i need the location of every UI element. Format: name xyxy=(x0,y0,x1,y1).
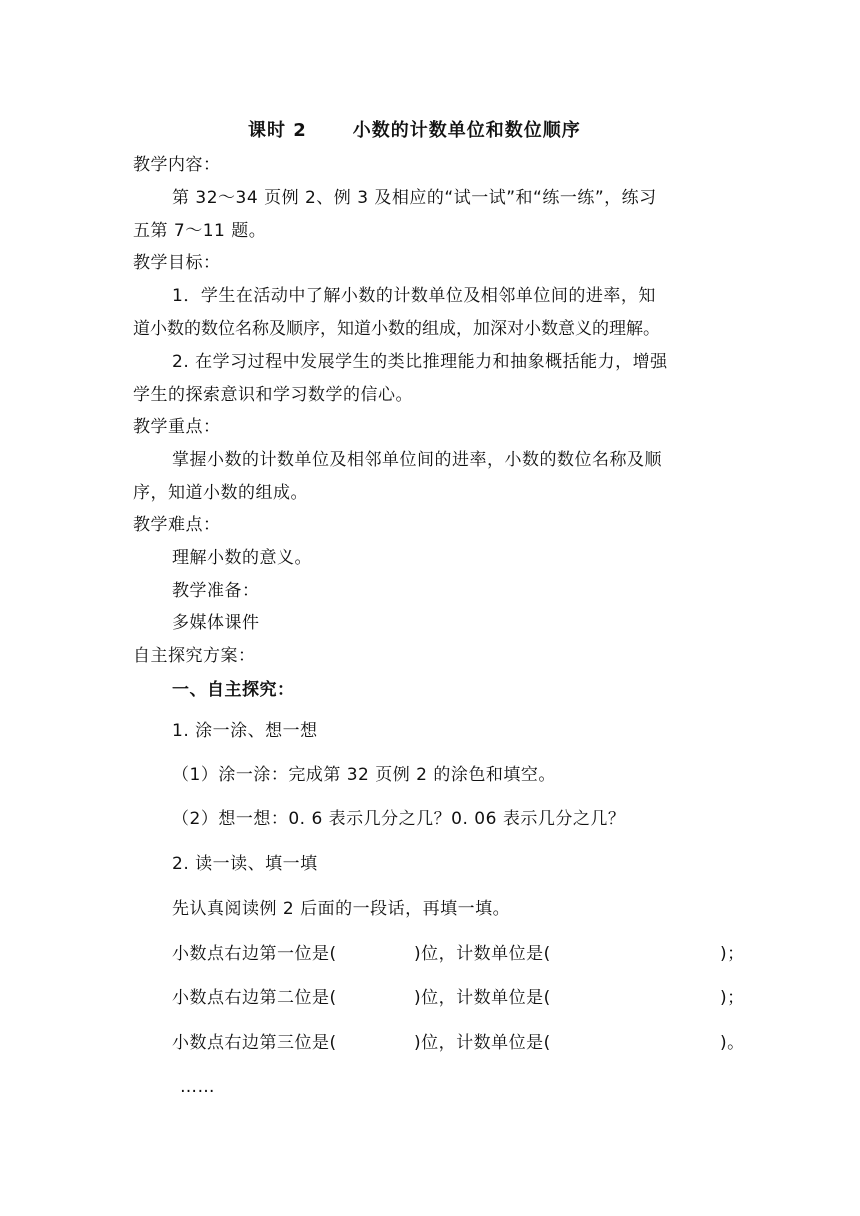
content-line-1: 第 32～34 页例 2、例 3 及相应的“试一试”和“练一练”，练习 xyxy=(172,188,657,208)
lesson-number: 课时 2 xyxy=(248,120,307,141)
content-heading: 教学内容： xyxy=(133,155,221,175)
fill-row-3-middle: )位，计数单位是( xyxy=(414,1033,551,1053)
lesson-name: 小数的计数单位和数位顺序 xyxy=(352,120,581,141)
key-points-line-2: 序，知道小数的组成。 xyxy=(133,483,308,503)
fill-row-2-middle: )位，计数单位是( xyxy=(414,988,551,1008)
difficulties-heading: 教学难点： xyxy=(133,515,221,535)
fill-row-3-suffix: )。 xyxy=(720,1033,745,1053)
page-title xyxy=(248,119,581,143)
step-1-part-a: （1）涂一涂：完成第 32 页例 2 的涂色和填空。 xyxy=(172,765,556,785)
ellipsis: …… xyxy=(180,1077,215,1097)
key-points-heading: 教学重点： xyxy=(133,417,221,437)
step-2-title: 2. 读一读、填一填 xyxy=(172,854,318,874)
objective-1-line-1: 1．学生在活动中了解小数的计数单位及相邻单位间的进率，知 xyxy=(172,286,656,306)
objectives-heading: 教学目标： xyxy=(133,253,221,273)
fill-row-2-prefix: 小数点右边第二位是( xyxy=(172,988,337,1008)
fill-row-2-suffix: )； xyxy=(720,988,745,1008)
objective-2-line-1: 2. 在学习过程中发展学生的类比推理能力和抽象概括能力，增强 xyxy=(172,352,668,372)
step-2-intro: 先认真阅读例 2 后面的一段话，再填一填。 xyxy=(172,899,511,919)
preparation-heading: 教学准备： xyxy=(172,581,260,601)
section-1-heading: 一、自主探究： xyxy=(172,680,295,700)
fill-row-3-prefix: 小数点右边第三位是( xyxy=(172,1033,337,1053)
fill-row-1-middle: )位，计数单位是( xyxy=(414,944,551,964)
objective-2-line-2: 学生的探索意识和学习数学的信心。 xyxy=(133,385,413,405)
fill-row-1-suffix: )； xyxy=(720,944,745,964)
step-1-title: 1. 涂一涂、想一想 xyxy=(172,721,318,741)
step-1-part-b: （2）想一想：0. 6 表示几分之几？0. 06 表示几分之几？ xyxy=(172,809,626,829)
fill-row-1-prefix: 小数点右边第一位是( xyxy=(172,944,337,964)
key-points-line-1: 掌握小数的计数单位及相邻单位间的进率，小数的数位名称及顺 xyxy=(172,450,662,470)
content-line-2: 五第 7～11 题。 xyxy=(133,221,267,241)
difficulties-line-1: 理解小数的意义。 xyxy=(172,548,312,568)
objective-1-line-2: 道小数的数位名称及顺序，知道小数的组成，加深对小数意义的理解。 xyxy=(133,319,660,339)
plan-heading: 自主探究方案： xyxy=(133,646,256,666)
preparation-line-1: 多媒体课件 xyxy=(172,613,260,633)
